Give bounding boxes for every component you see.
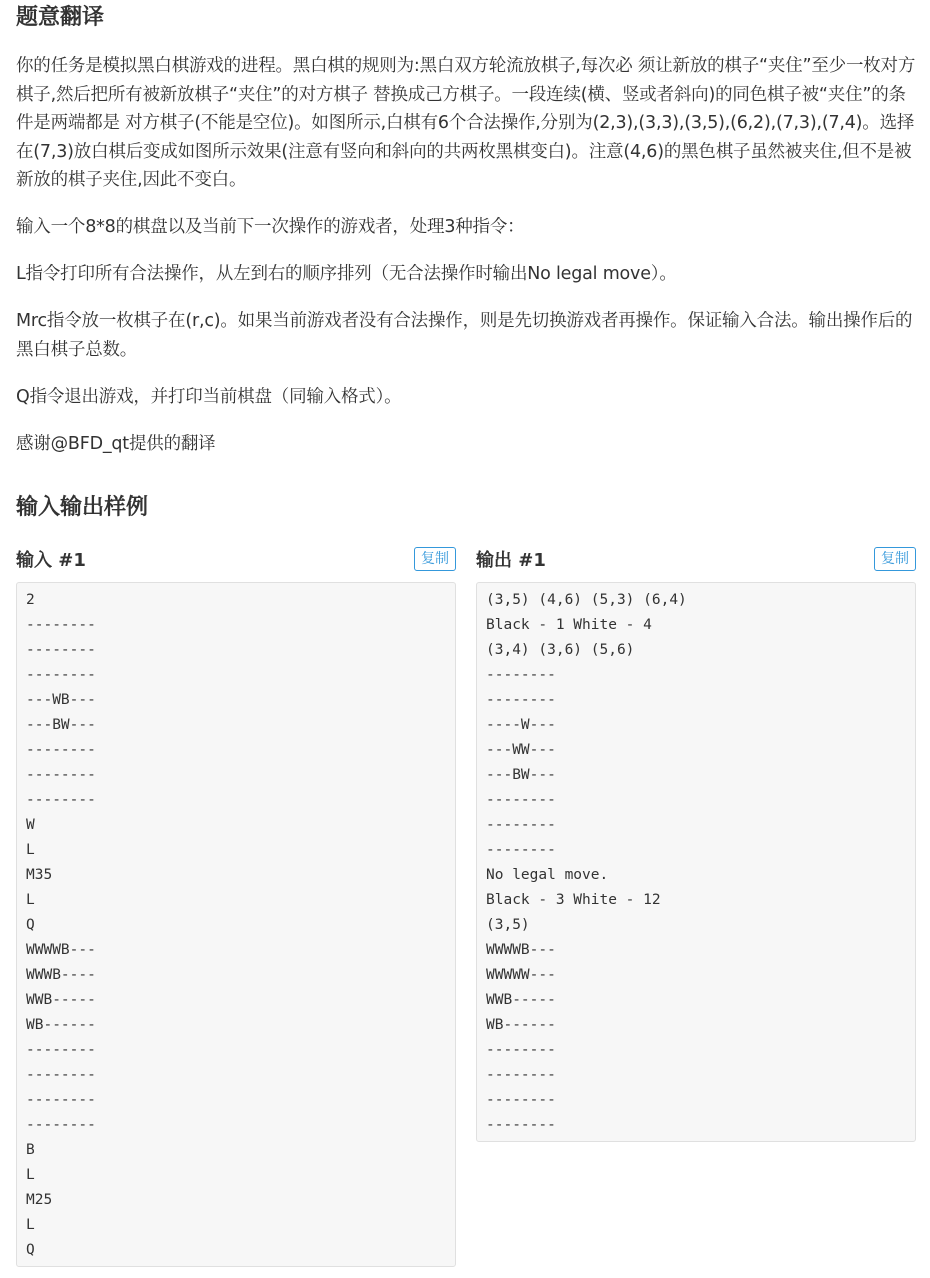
code-line: ---WW--- [486,742,556,758]
code-line: WWWWB--- [486,942,556,958]
code-line: 2 [26,592,35,608]
code-line: -------- [486,1067,556,1083]
code-line: Black - 1 White - 4 [486,617,652,633]
sample-output-label: 输出 #1 [476,550,546,571]
translation-paragraph: 输入一个8*8的棋盘以及当前下一次操作的游戏者，处理3种指令： [16,217,525,237]
code-line: Q [26,917,35,933]
translation-title: 题意翻译 [16,5,105,30]
code-line: (3,5) [486,917,530,933]
code-line: ----W--- [486,717,556,733]
translation-paragraph: L指令打印所有合法操作，从左到右的顺序排列（无合法操作时输出No legal move）。 [16,264,677,284]
code-line: -------- [26,742,96,758]
sample-output-code [476,582,916,1142]
code-line: (3,4) (3,6) (5,6) [486,642,635,658]
code-line: Black - 3 White - 12 [486,892,661,908]
code-line: Q [26,1242,35,1258]
code-line: ---WB--- [26,692,96,708]
copy-input-button[interactable]: 复制 [414,547,456,571]
translation-paragraph: Mrc指令放一枚棋子在(r,c)。如果当前游戏者没有合法操作，则是先切换游戏者再操作。保证输入合法。输出操作后的黑白棋子总数。 [16,311,913,360]
code-line: L [26,892,35,908]
io-samples-title: 输入输出样例 [16,495,149,520]
code-line: L [26,1217,35,1233]
sample-output [476,544,916,1267]
problem-content [16,0,916,1267]
sample-input [16,544,456,1267]
code-line: -------- [486,1092,556,1108]
code-line: WWWB---- [26,967,96,983]
code-line: -------- [486,692,556,708]
code-line: -------- [26,792,96,808]
sample-output-header [476,544,916,574]
code-line: M35 [26,867,53,883]
io-samples [16,544,916,1267]
code-line: -------- [26,1092,96,1108]
code-line: -------- [486,842,556,858]
code-line: -------- [26,667,96,683]
code-line: W [26,817,35,833]
translation-credit: 感谢@BFD_qt提供的翻译 [16,433,216,454]
sample-input-label: 输入 #1 [16,550,86,571]
code-line: WB------ [486,1017,556,1033]
code-line: L [26,1167,35,1183]
code-line: WWWWB--- [26,942,96,958]
copy-output-button[interactable]: 复制 [874,547,916,571]
code-line: B [26,1142,35,1158]
code-line: No legal move. [486,867,609,883]
code-line: ---BW--- [26,717,96,733]
code-line: L [26,842,35,858]
code-line: WWB----- [26,992,96,1008]
code-line: -------- [26,1042,96,1058]
code-line: -------- [486,792,556,808]
translation-paragraph: Q指令退出游戏，并打印当前棋盘（同输入格式）。 [16,386,402,407]
code-line: (3,5) (4,6) (5,3) (6,4) [486,592,687,608]
code-line: WWWWW--- [486,967,556,983]
code-line: -------- [486,1042,556,1058]
code-line: -------- [26,617,96,633]
code-line: -------- [26,767,96,783]
code-line: -------- [26,642,96,658]
code-line: -------- [486,1117,556,1133]
translation-paragraph: 你的任务是模拟黑白棋游戏的进程。黑白棋的规则为:黑白双方轮流放棋子,每次必 须让新放的棋子“夹住”至少一枚对方棋子,然后把所有被新放棋子“夹住”的对方棋子 替换成己方棋子。一段连续(横、竖或者斜向)的同色棋子被“夹住”的条件是两端都是 对方棋子(不能是空位)。如图所示,白棋有6个合法操作,分别为(2,3),(3,3),(3,5),(6,2),(7,3),(7,4)。选择在(7,3)放白棋后变成如图所示效果(注意有竖向和斜向的共两枚黑棋变白)。注意(4,6)的黑色棋子虽然被夹住,但不是被新放的棋子夹住,因此不变白。 [16,56,916,190]
code-line: WWB----- [486,992,556,1008]
code-line: -------- [26,1117,96,1133]
code-line: -------- [486,667,556,683]
code-line: WB------ [26,1017,96,1033]
code-line: -------- [26,1067,96,1083]
sample-input-code [16,582,456,1267]
code-line: ---BW--- [486,767,556,783]
code-line: M25 [26,1192,53,1208]
code-line: -------- [486,817,556,833]
sample-input-header [16,544,456,574]
